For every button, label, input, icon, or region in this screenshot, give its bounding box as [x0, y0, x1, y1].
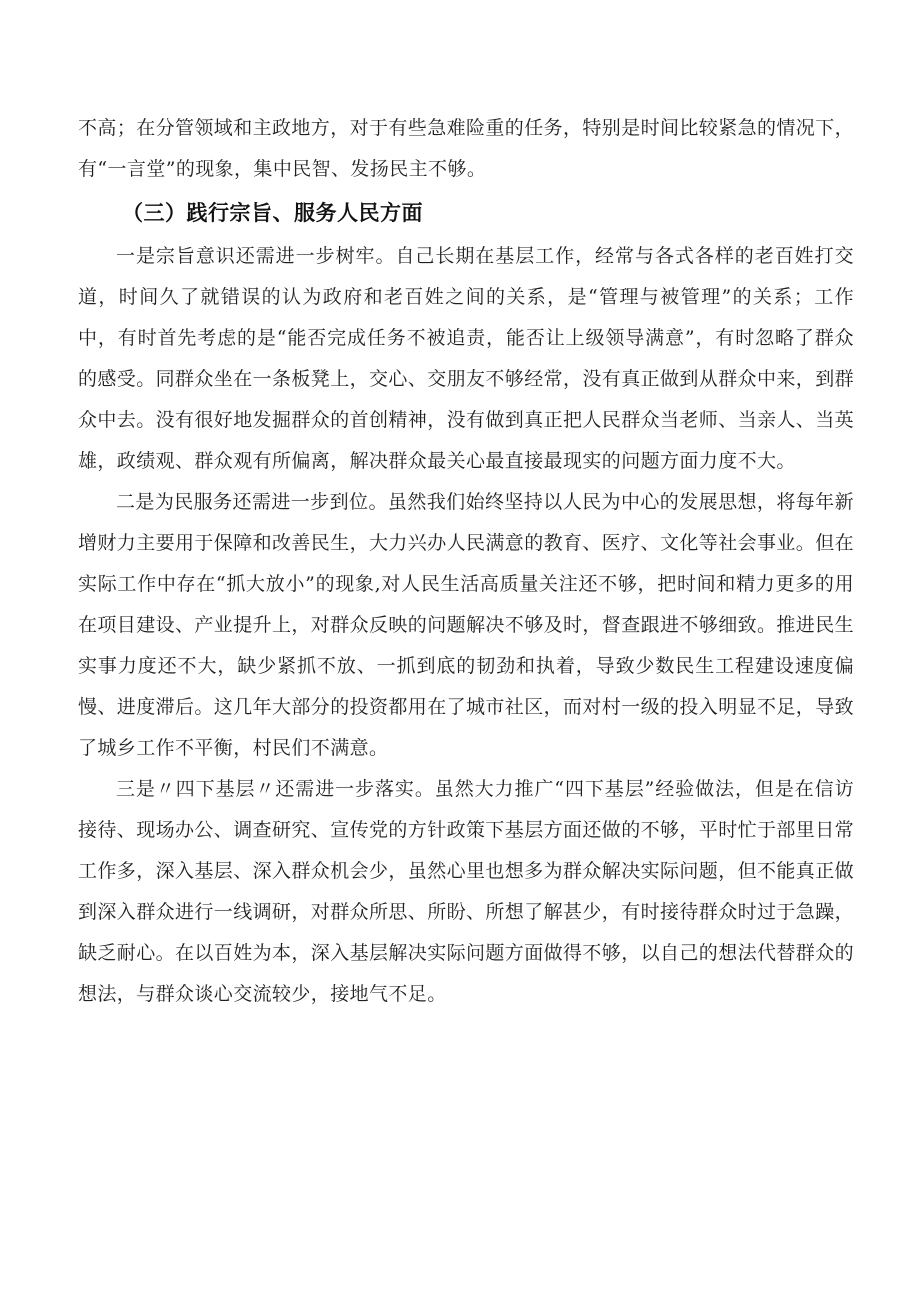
paragraph-serving-people: 二是为民服务还需进一步到位。虽然我们始终坚持以人民为中心的发展思想，将每年新增财力主要用于保障和改善民生，大力兴办人民满意的教育、医疗、文化等社会事业。但在实际工作中存在“抓大放小”的现象,对人民生活高质量关注还不够，把时间和精力更多的用在项目建设、产业提升上，对群众反映的问题解决不够及时，督查跟进不够细致。推进民生实事力度还不大，缺少紧抓不放、一抓到底的韧劲和执着，导致少数民生工程建设速度偏慢、进度滞后。这几年大部分的投资都用在了城市社区，而对村一级的投入明显不足，导致了城乡工作不平衡，村民们不满意。	[78, 491, 855, 759]
section-heading: （三）践行宗旨、服务人民方面	[122, 201, 423, 225]
paragraph-continuation: 不高；在分管领域和主政地方，对于有些急难险重的任务，特别是时间比较紧急的情况下，有“一言堂”的现象，集中民智、发扬民主不够。	[78, 117, 855, 180]
document-body	[78, 108, 854, 1015]
paragraph-purpose-awareness: 一是宗旨意识还需进一步树牢。自己长期在基层工作，经常与各式各样的老百姓打交道，时间久了就错误的认为政府和老百姓之间的关系，是“管理与被管理”的关系；工作中，有时首先考虑的是“能否完成任务不被追责，能否让上级领导满意”，有时忽略了群众的感受。同群众坐在一条板凳上，交心、交朋友不够经常，没有真正做到从群众中来，到群众中去。没有很好地发掘群众的首创精神，没有做到真正把人民群众当老师、当亲人、当英雄，政绩观、群众观有所偏离，解决群众最关心最直接最现实的问题方面力度不大。	[78, 245, 855, 472]
paragraph-four-downs: 三是〃四下基层〃还需进一步落实。虽然大力推广“四下基层”经验做法，但是在信访接待、现场办公、调查研究、宣传党的方针政策下基层方面还做的不够，平时忙于部里日常工作多，深入基层、深入群众机会少，虽然心里也想多为群众解决实际问题，但不能真正做到深入群众进行一线调研，对群众所思、所盼、所想了解甚少，有时接待群众时过于急躁，缺乏耐心。在以百姓为本，深入基层解决实际问题方面做得不够，以自己的想法代替群众的想法，与群众谈心交流较少，接地气不足。	[78, 778, 855, 1005]
